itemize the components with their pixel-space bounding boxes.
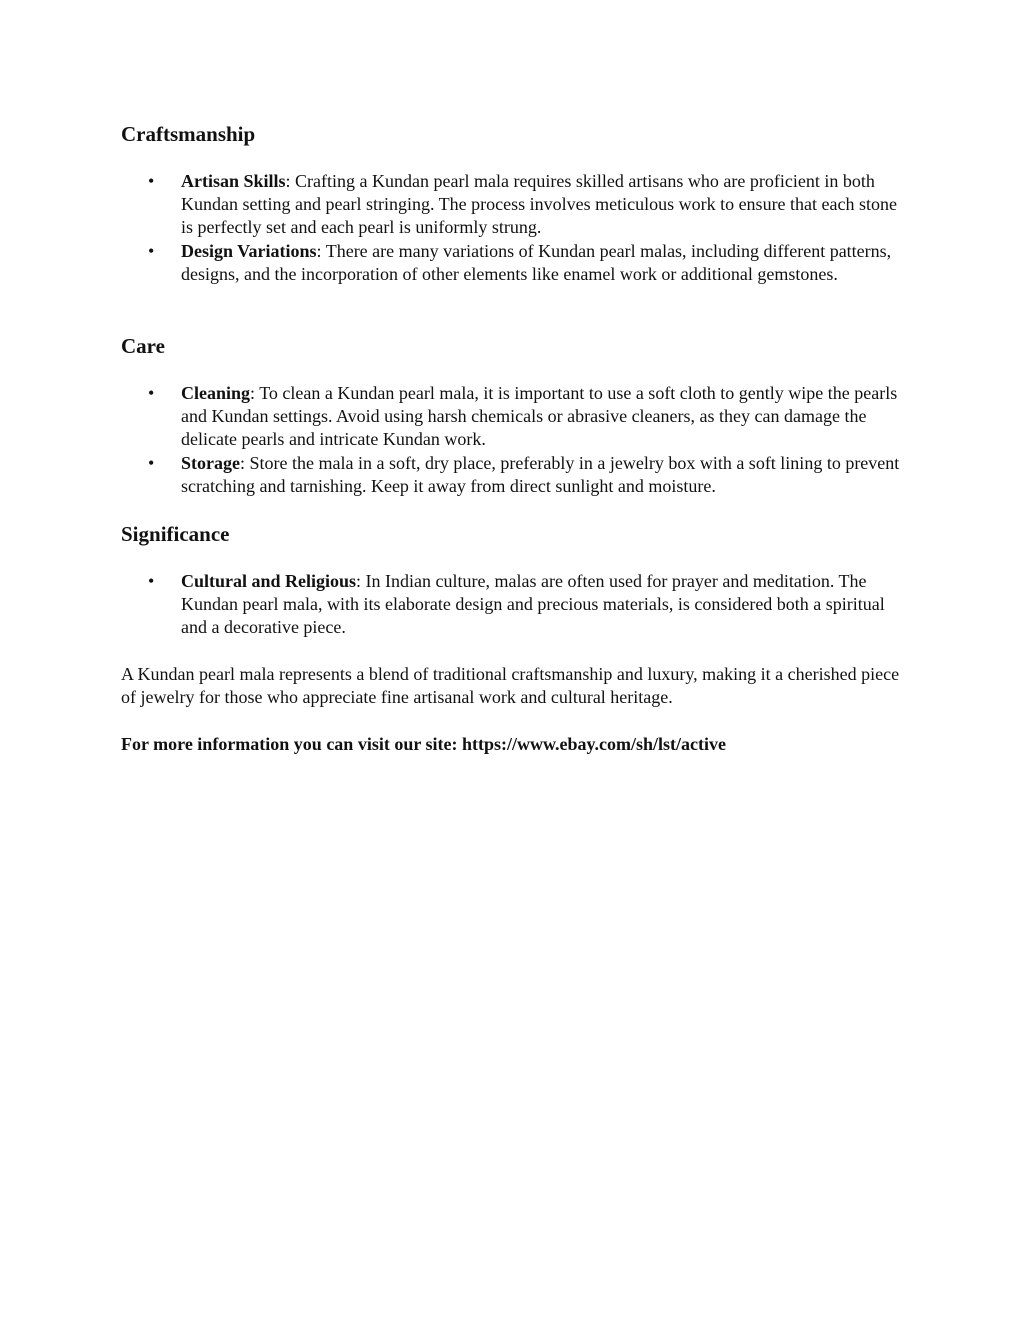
- heading-care: Care: [121, 334, 165, 358]
- list-item-cultural-religious: [121, 570, 911, 640]
- significance-list: [121, 570, 911, 640]
- text-artisan-skills: : Crafting a Kundan pearl mala requires skilled artisans who are proficient in both Kundan setting and pearl stringing. The process involves meticulous work to ensure that each stone is perfectly set and each pearl is uniformly strung.: [181, 171, 898, 238]
- term-design-variations: Design Variations: [181, 240, 317, 261]
- term-storage: Storage: [181, 452, 240, 473]
- list-item-artisan-skills: [121, 170, 911, 240]
- bullet-icon: •: [148, 240, 155, 261]
- bullet-icon: •: [148, 452, 155, 473]
- term-cultural-religious: Cultural and Religious: [181, 571, 357, 591]
- text-cultural-religious: : In Indian culture, malas are often used for prayer and meditation. The Kundan pearl mala, with its elaborate design and precious materials, is considered both a spiritual and a decorative piece.: [181, 571, 885, 638]
- heading-craftsmanship: Craftsmanship: [121, 122, 256, 146]
- term-artisan-skills: Artisan Skills: [181, 171, 286, 191]
- heading-significance: Significance: [121, 522, 230, 546]
- list-item-cleaning: [121, 382, 911, 452]
- craftsmanship-list: [121, 170, 911, 286]
- bullet-icon: •: [148, 383, 155, 403]
- care-list: [121, 382, 911, 498]
- bullet-icon: •: [148, 571, 155, 591]
- list-item-storage: [121, 452, 911, 498]
- bullet-icon: •: [148, 171, 155, 191]
- term-cleaning: Cleaning: [181, 383, 251, 403]
- text-storage: : Store the mala in a soft, dry place, preferably in a jewelry box with a soft lining to prevent scratching and tarnishing. Keep it away from direct sunlight and moisture.: [181, 452, 900, 496]
- closing-link-line[interactable]: For more information you can visit our site: https://www.ebay.com/sh/lst/active: [121, 734, 726, 754]
- summary-paragraph: A Kundan pearl mala represents a blend of traditional craftsmanship and luxury, making it a cherished piece of jewelry for those who appreciate fine artisanal work and cultural heritage.: [121, 664, 900, 708]
- text-design-variations: : There are many variations of Kundan pearl malas, including different patterns, designs, and the incorporation of other elements like enamel work or additional gemstones.: [181, 240, 892, 284]
- list-item-design-variations: [121, 240, 911, 286]
- text-cleaning: : To clean a Kundan pearl mala, it is important to use a soft cloth to gently wipe the pearls and Kundan settings. Avoid using harsh chemicals or abrasive cleaners, as they can damage the delicate pearls and intricate Kundan work.: [181, 383, 898, 450]
